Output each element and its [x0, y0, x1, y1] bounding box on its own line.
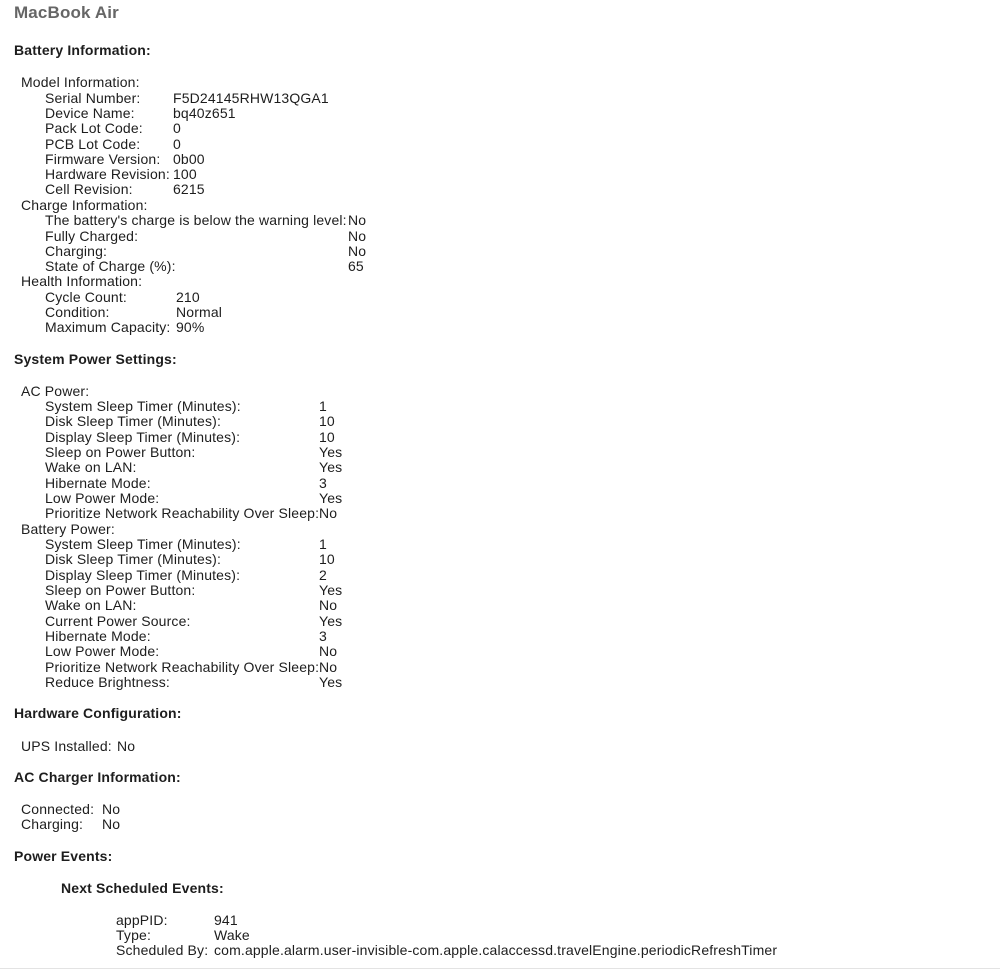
hardware-configuration-heading: Hardware Configuration: — [14, 705, 182, 721]
pcb-lot-code-label: PCB Lot Code: — [45, 136, 141, 152]
bat-wake-on-lan-label: Wake on LAN: — [45, 597, 137, 613]
event-type-value: Wake — [214, 927, 250, 943]
firmware-version-value: 0b00 — [173, 151, 205, 167]
ac-display-sleep-label: Display Sleep Timer (Minutes): — [45, 429, 241, 445]
below-warning-value: No — [348, 212, 367, 228]
maximum-capacity-value: 90% — [176, 319, 205, 335]
power-events-heading: Power Events: — [14, 848, 113, 864]
ac-disk-sleep-value: 10 — [319, 413, 335, 429]
ac-sleep-power-button-value: Yes — [319, 444, 343, 460]
ac-wake-on-lan-value: Yes — [319, 459, 343, 475]
charger-connected-label: Connected: — [21, 801, 95, 817]
battery-information-heading: Battery Information: — [14, 42, 151, 58]
fully-charged-value: No — [348, 228, 367, 244]
cell-revision-value: 6215 — [173, 181, 205, 197]
bat-wake-on-lan-value: No — [319, 597, 338, 613]
bat-reduce-brightness-label: Reduce Brightness: — [45, 674, 170, 690]
bat-low-power-mode-label: Low Power Mode: — [45, 643, 160, 659]
ups-installed-label: UPS Installed: — [21, 738, 112, 754]
maximum-capacity-label: Maximum Capacity: — [45, 319, 171, 335]
firmware-version-label: Firmware Version: — [45, 151, 161, 167]
cycle-count-value: 210 — [176, 289, 200, 305]
cell-revision-label: Cell Revision: — [45, 181, 133, 197]
ac-power-label: AC Power: — [21, 383, 90, 399]
charger-connected-value: No — [102, 801, 121, 817]
bat-low-power-mode-value: No — [319, 643, 338, 659]
ac-system-sleep-value: 1 — [319, 398, 327, 414]
pcb-lot-code-value: 0 — [173, 136, 181, 152]
serial-number-value: F5D24145RHW13QGA1 — [173, 90, 329, 106]
ac-low-power-mode-value: Yes — [319, 490, 343, 506]
bottom-divider — [0, 968, 1000, 969]
state-of-charge-label: State of Charge (%): — [45, 258, 176, 274]
ac-prioritize-network-label: Prioritize Network Reachability Over Sleep: — [45, 505, 320, 521]
charging-value: No — [348, 243, 367, 259]
bat-reduce-brightness-value: Yes — [319, 674, 343, 690]
condition-label: Condition: — [45, 304, 110, 320]
bat-prioritize-network-value: No — [319, 659, 338, 675]
ac-hibernate-mode-value: 3 — [319, 475, 327, 491]
bat-hibernate-mode-value: 3 — [319, 628, 327, 644]
bat-prioritize-network-label: Prioritize Network Reachability Over Sleep: — [45, 659, 320, 675]
bat-sleep-power-button-label: Sleep on Power Button: — [45, 582, 196, 598]
hardware-revision-value: 100 — [173, 166, 197, 182]
ac-system-sleep-label: System Sleep Timer (Minutes): — [45, 398, 241, 414]
ac-display-sleep-value: 10 — [319, 429, 335, 445]
system-power-settings-heading: System Power Settings: — [14, 351, 177, 367]
ac-sleep-power-button-label: Sleep on Power Button: — [45, 444, 196, 460]
cycle-count-label: Cycle Count: — [45, 289, 127, 305]
hardware-revision-label: Hardware Revision: — [45, 166, 170, 182]
health-information-label: Health Information: — [21, 273, 143, 289]
ac-disk-sleep-label: Disk Sleep Timer (Minutes): — [45, 413, 221, 429]
condition-value: Normal — [176, 304, 223, 320]
bat-sleep-power-button-value: Yes — [319, 582, 343, 598]
ac-wake-on-lan-label: Wake on LAN: — [45, 459, 137, 475]
bat-hibernate-mode-label: Hibernate Mode: — [45, 628, 151, 644]
model-information-label: Model Information: — [21, 74, 140, 90]
next-scheduled-events-heading: Next Scheduled Events: — [61, 880, 224, 896]
bat-system-sleep-value: 1 — [319, 536, 327, 552]
ac-charger-information-heading: AC Charger Information: — [14, 769, 181, 785]
charger-charging-label: Charging: — [21, 816, 84, 832]
scheduled-by-label: Scheduled By: — [116, 942, 209, 958]
pack-lot-code-value: 0 — [173, 120, 181, 136]
bat-system-sleep-label: System Sleep Timer (Minutes): — [45, 536, 241, 552]
bat-current-power-source-value: Yes — [319, 613, 343, 629]
ups-installed-value: No — [117, 738, 136, 754]
charging-label: Charging: — [45, 243, 108, 259]
battery-power-label: Battery Power: — [21, 521, 115, 537]
ac-low-power-mode-label: Low Power Mode: — [45, 490, 160, 506]
event-type-label: Type: — [116, 927, 151, 943]
ac-hibernate-mode-label: Hibernate Mode: — [45, 475, 151, 491]
bat-display-sleep-label: Display Sleep Timer (Minutes): — [45, 567, 241, 583]
app-pid-value: 941 — [214, 912, 238, 928]
device-name-value: bq40z651 — [173, 105, 236, 121]
pack-lot-code-label: Pack Lot Code: — [45, 120, 143, 136]
bat-display-sleep-value: 2 — [319, 567, 327, 583]
window-title: MacBook Air — [14, 3, 119, 22]
bat-current-power-source-label: Current Power Source: — [45, 613, 191, 629]
charger-charging-value: No — [102, 816, 121, 832]
bat-disk-sleep-value: 10 — [319, 551, 335, 567]
serial-number-label: Serial Number: — [45, 90, 141, 106]
device-name-label: Device Name: — [45, 105, 135, 121]
below-warning-label: The battery's charge is below the warning level: — [45, 212, 347, 228]
state-of-charge-value: 65 — [348, 258, 364, 274]
app-pid-label: appPID: — [116, 912, 168, 928]
charge-information-label: Charge Information: — [21, 197, 148, 213]
fully-charged-label: Fully Charged: — [45, 228, 139, 244]
scheduled-by-value: com.apple.alarm.user-invisible-com.apple.calaccessd.travelEngine.periodicRefreshTimer — [214, 942, 778, 958]
ac-prioritize-network-value: No — [319, 505, 338, 521]
bat-disk-sleep-label: Disk Sleep Timer (Minutes): — [45, 551, 221, 567]
